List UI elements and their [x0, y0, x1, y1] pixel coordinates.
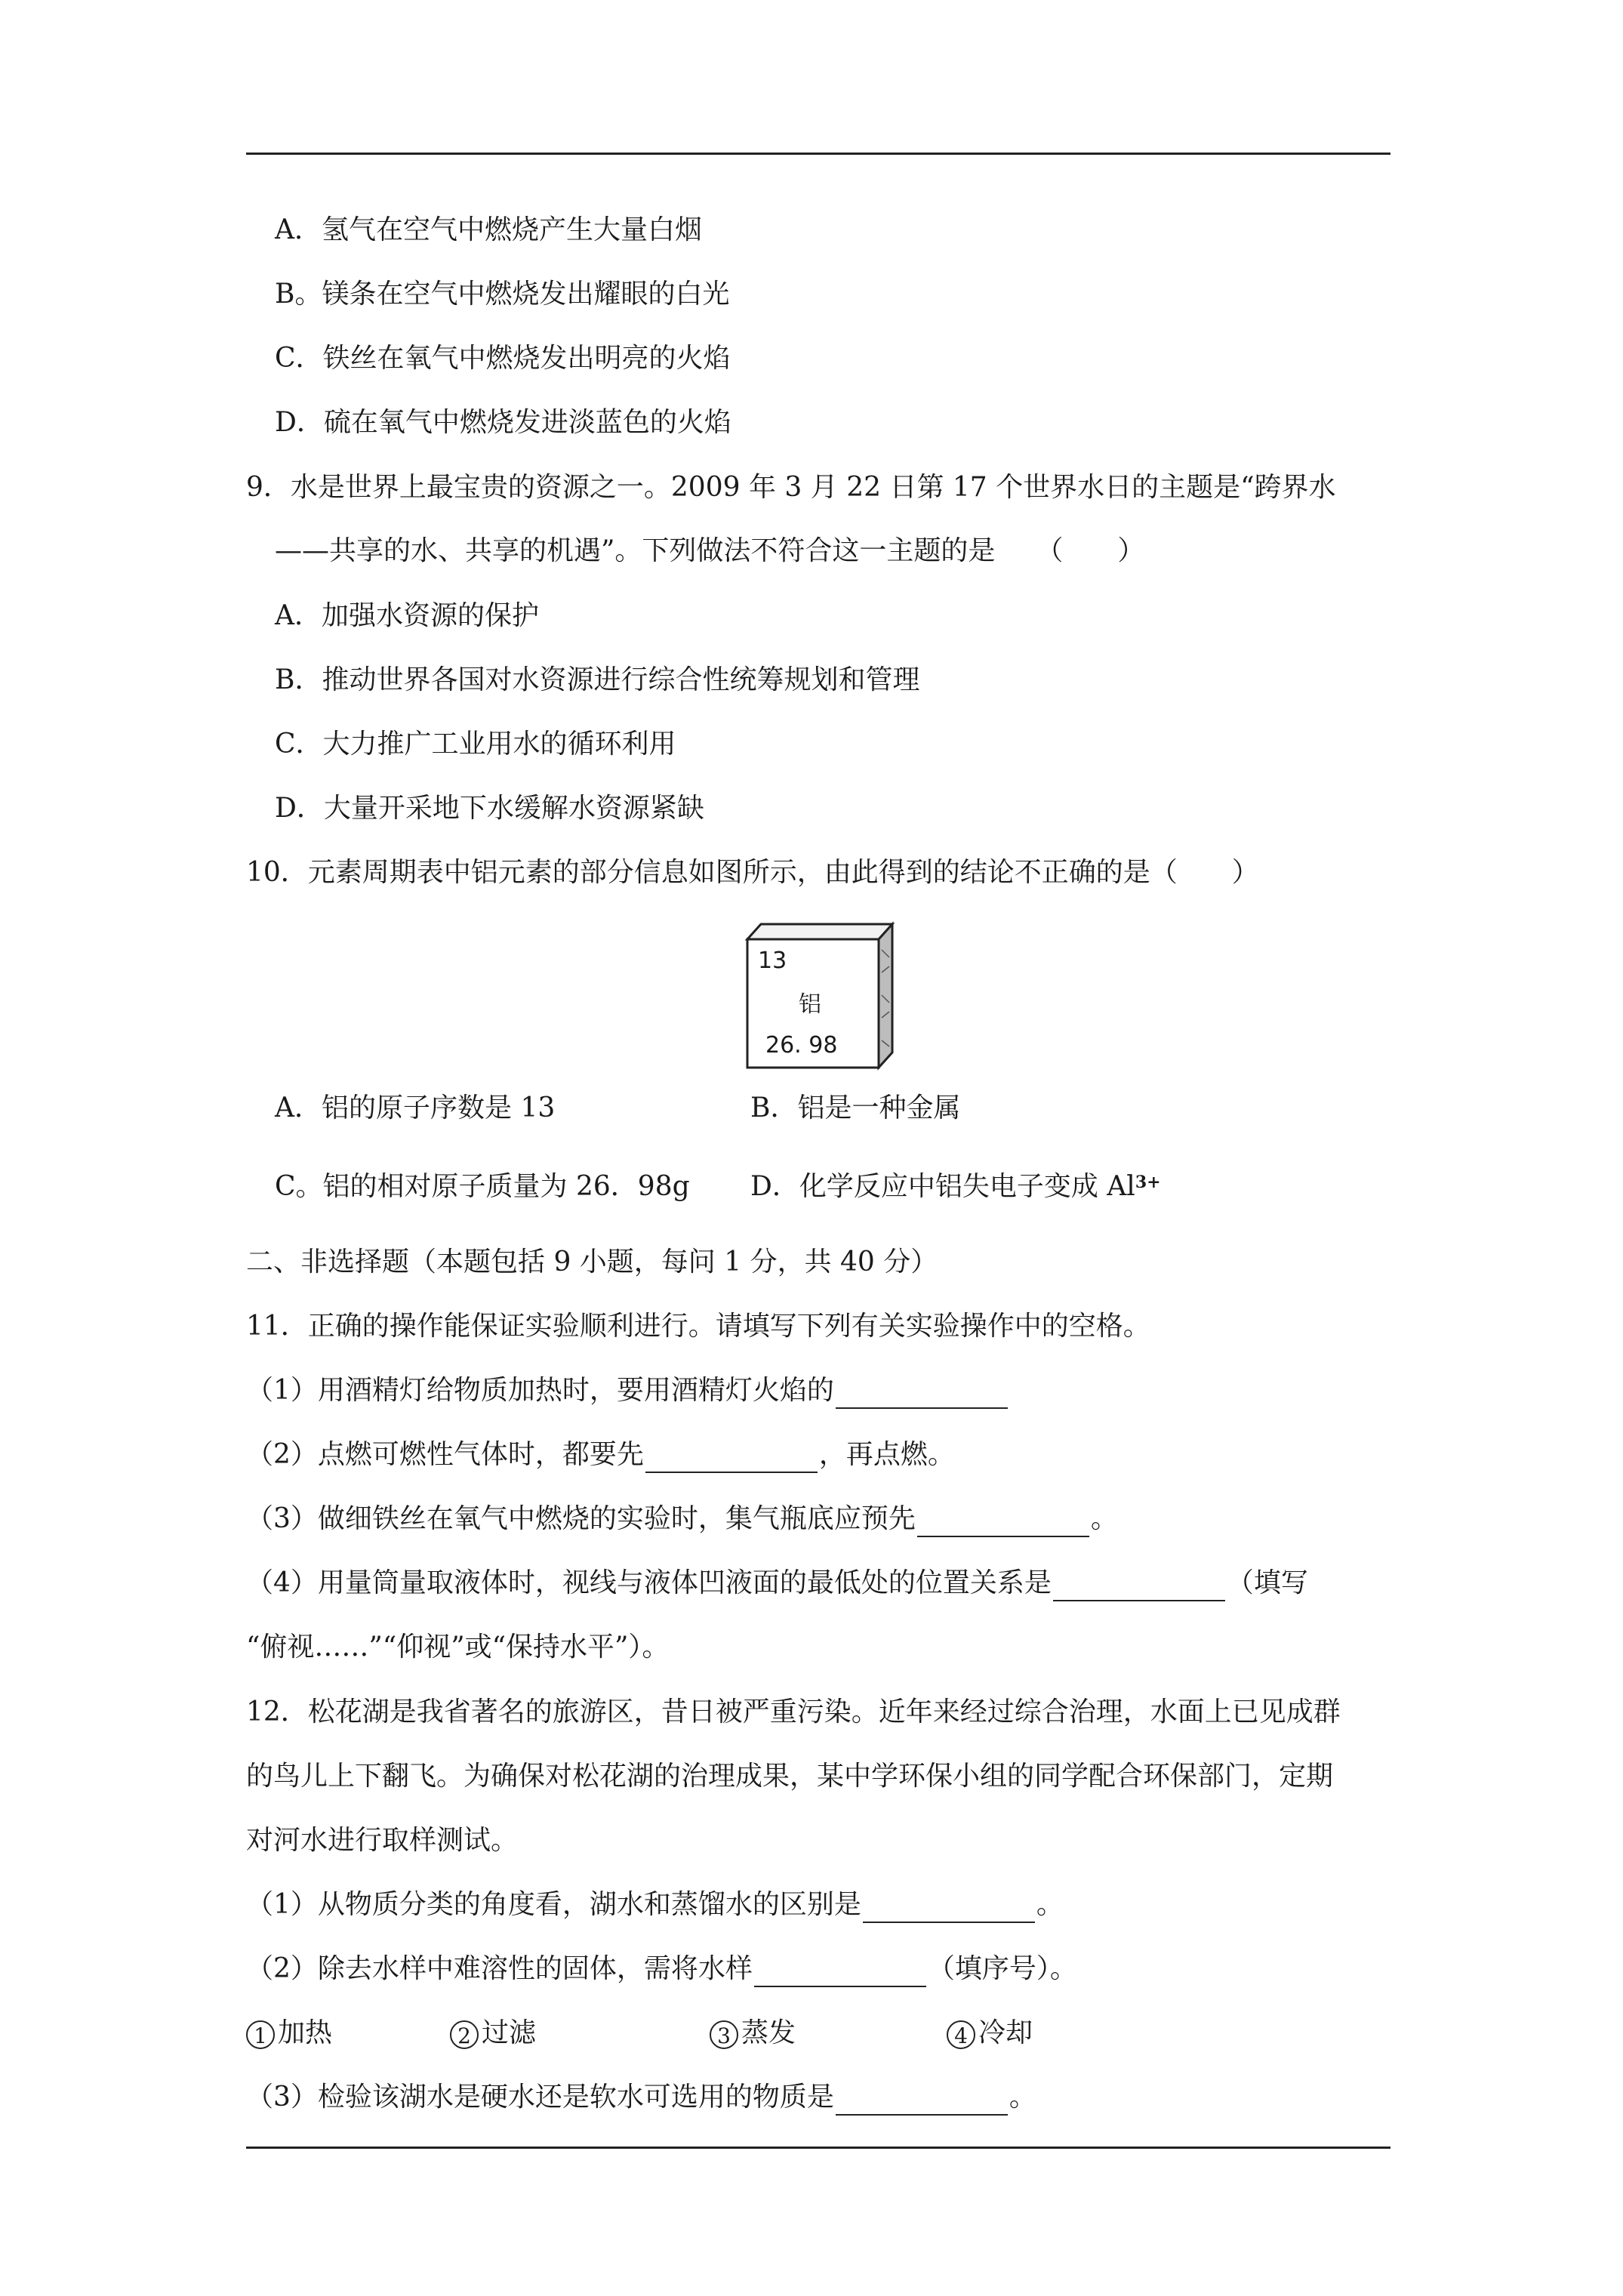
q12-part3: [246, 2079, 1036, 2116]
q10-stem: 10．元素周期表中铝元素的部分信息如图所示，由此得到的结论不正确的是（ ）: [246, 857, 1259, 888]
ion-charge: 3+: [1135, 1173, 1161, 1192]
q12-part3-text: （3）检验该湖水是硬水还是软水可选用的物质是: [246, 2082, 834, 2113]
q12-stem-line3: 对河水进行取样测试。: [246, 1825, 519, 1856]
q12-stem-line1: 12．松花湖是我省著名的旅游区，昔日被严重污染。近年来经过综合治理，水面上已见成群: [246, 1697, 1341, 1727]
aluminum-element-tile: [744, 920, 895, 1071]
answer-blank[interactable]: [645, 1441, 818, 1473]
q12-choice-1: [246, 2015, 332, 2051]
q10-option-c: C。铝的相对原子质量为 26．98g: [275, 1171, 690, 1202]
q12-part2-text: （2）除去水样中难溶性的固体，需将水样: [246, 1953, 753, 1984]
q11-part3: [246, 1501, 1118, 1537]
q11-part2: [246, 1437, 955, 1473]
q9-option-b: B．推动世界各国对水资源进行综合性统筹规划和管理: [275, 664, 920, 695]
q9-option-d: D．大量开采地下水缓解水资源紧缺: [275, 793, 704, 824]
q12-choice-3: [710, 2015, 796, 2051]
q9-option-c: C．大力推广工业用水的循环利用: [275, 729, 676, 760]
q10-option-d-text: D．化学反应中铝失电子变成 Al: [750, 1171, 1135, 1202]
q8-option-d: D．硫在氧气中燃烧发进淡蓝色的火焰: [275, 407, 731, 438]
header-rule: [246, 153, 1390, 155]
circled-number: 4: [947, 2020, 975, 2049]
q11-part3-tail: 。: [1090, 1503, 1118, 1534]
q11-part1: [246, 1373, 1009, 1409]
q9-stem-line1: 9．水是世界上最宝贵的资源之一。2009 年 3 月 22 日第 17 个世界水日的主题是“跨界水: [246, 472, 1336, 503]
answer-blank[interactable]: [836, 2084, 1008, 2116]
q12-part3-tail: 。: [1009, 2082, 1036, 2113]
answer-blank[interactable]: [917, 1505, 1089, 1537]
q11-stem: 11．正确的操作能保证实验顺利进行。请填写下列有关实验操作中的空格。: [246, 1311, 1150, 1342]
q12-stem-line2: 的鸟儿上下翻飞。为确保对松花湖的治理成果，某中学环保小组的同学配合环保部门，定期: [246, 1761, 1334, 1792]
circled-number: 2: [450, 2020, 479, 2049]
q11-part3-text: （3）做细铁丝在氧气中燃烧的实验时，集气瓶底应预先: [246, 1503, 916, 1534]
q10-option-b: B．铝是一种金属: [750, 1093, 961, 1123]
circled-number: 3: [710, 2020, 738, 2049]
q10-option-a: A．铝的原子序数是 13: [275, 1093, 556, 1123]
q11-part2-text: （2）点燃可燃性气体时，都要先: [246, 1439, 644, 1470]
q9-option-a: A．加强水资源的保护: [275, 600, 539, 631]
q12-part1-tail: 。: [1036, 1889, 1064, 1920]
q11-part4-text: （4）用量筒量取液体时，视线与液体凹液面的最低处的位置关系是: [246, 1567, 1052, 1598]
choice-label: 冷却: [978, 2017, 1033, 2048]
choice-label: 过滤: [482, 2017, 537, 2048]
q8-option-c: C．铁丝在氧气中燃烧发出明亮的火焰: [275, 343, 731, 374]
q12-part1-text: （1）从物质分类的角度看，湖水和蒸馏水的区别是: [246, 1889, 861, 1920]
answer-blank[interactable]: [836, 1377, 1008, 1409]
q11-part4-tail: （填写: [1226, 1567, 1308, 1598]
q12-choice-2: [450, 2015, 536, 2051]
q12-choice-4: [947, 2015, 1033, 2051]
q11-part4: [246, 1565, 1308, 1601]
atomic-mass: 26. 98: [765, 1032, 838, 1059]
q11-part4-cont: “俯视……”“仰视”或“保持水平”）。: [246, 1632, 670, 1663]
q12-part2-tail: （填序号）。: [927, 1953, 1077, 1984]
circled-number: 1: [246, 2020, 275, 2049]
q10-option-d: [750, 1169, 1161, 1208]
q9-stem-line2: ——共享的水、共享的机遇”。下列做法不符合这一主题的是 （ ）: [275, 535, 1145, 566]
answer-blank[interactable]: [754, 1955, 926, 1987]
answer-blank[interactable]: [1053, 1570, 1225, 1601]
choice-label: 蒸发: [741, 2017, 796, 2048]
atomic-number: 13: [758, 948, 787, 974]
element-name: 铝: [799, 991, 821, 1018]
section-heading: 二、非选择题（本题包括 9 小题，每问 1 分，共 40 分）: [246, 1247, 938, 1277]
q11-part2-tail: ，再点燃。: [818, 1439, 955, 1470]
q12-part1: [246, 1887, 1064, 1923]
choice-label: 加热: [278, 2017, 333, 2048]
q8-option-b: B。镁条在空气中燃烧发出耀眼的白光: [275, 279, 730, 310]
q11-part1-text: （1）用酒精灯给物质加热时，要用酒精灯火焰的: [246, 1375, 834, 1406]
footer-rule: [246, 2147, 1390, 2149]
q12-part2: [246, 1951, 1077, 1987]
q8-option-a: A．氢气在空气中燃烧产生大量白烟: [275, 214, 702, 245]
answer-blank[interactable]: [863, 1891, 1035, 1923]
